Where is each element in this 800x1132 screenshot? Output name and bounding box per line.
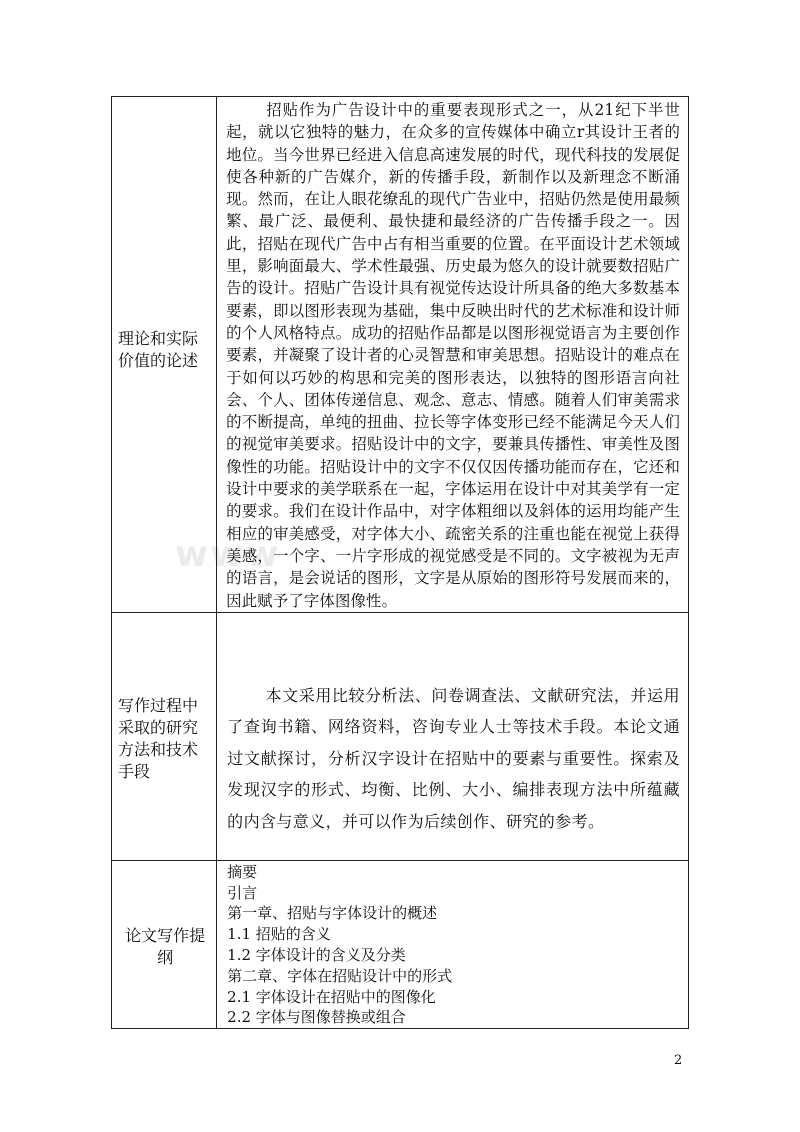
row-content-cell [217, 860, 689, 1028]
outline-item: 2.2 字体与图像替换或组合 [227, 1008, 406, 1027]
table-row-theory [112, 97, 689, 613]
table-row-methods [112, 612, 689, 860]
row-label-theory: 理论和实际价值的论述 [118, 329, 199, 370]
row-label-outline: 论文写作提纲 [125, 925, 206, 967]
row-content-cell [217, 612, 689, 860]
outline-item: 摘要 [227, 862, 258, 881]
outline-item: 1.1 招贴的含义 [227, 925, 331, 944]
row-label-cell [112, 612, 217, 860]
outline-item: 2.1 字体设计在招贴中的图像化 [227, 987, 436, 1006]
proposal-table [111, 96, 689, 1029]
outline-item: 第二章、字体在招贴设计中的形式 [227, 966, 453, 985]
page-number: 2 [674, 1053, 683, 1068]
outline-item: 1.2 字体设计的含义及分类 [227, 946, 406, 965]
outline-item: 引言 [227, 883, 258, 902]
row-label-cell [112, 97, 217, 613]
outline-item: 第一章、招贴与字体设计的概述 [227, 904, 438, 923]
outline-list [217, 861, 688, 1028]
table-row-outline [112, 860, 689, 1028]
row-label-cell [112, 860, 217, 1028]
row-label-methods: 写作过程中采取的研究方法和技术手段 [118, 695, 199, 781]
watermark: www [175, 534, 281, 575]
row-content-cell [217, 97, 689, 613]
theory-paragraph: 招贴作为广告设计中的重要表现形式之一，从21纪下半世起，就以它独特的魅力，在众多的宣传媒体中确立r其设计王者的地位。当今世界已经进入信息高速发展的时代，现代科技的发展促使各种新的广告媒介，新的传播手段，新制作以及新理念不断涌现。然而，在让人眼花缭乱的现代广告业中，招贴仍然是使用最频繁、最广泛、最便利、最快捷和最经济的广告传播手段之一。因此，招贴在现代广告中占有相当重要的位置。在平面设计艺术领域里，影响面最大、学术性最强、历史最为悠久的设计就要数招贴广告的设计。招贴广告设计具有视觉传达设计所具备的绝大多数基本要素，即以图形表现为基础，集中反映出时代的艺术标准和设计师的个人风格特点。成功的招贴作品都是以图形视觉语言为主要创作要素，并凝聚了设计者的心灵智慧和审美思想。招贴设计的难点在于如何以巧妙的构思和完美的图形表达，以独特的图形语言向社会、个人、团体传递信息、观念、意志、情感。随着人们审美需求的不断提高，单纯的扭曲、拉长等字体变形已经不能满足今天人们的视觉审美要求。招贴设计中的文字，要兼具传播性、审美性及图像性的功能。招贴设计中的文字不仅仅因传播功能而存在，它还和设计中要求的美学联系在一起，字体运用在设计中对其美学有一定的要求。我们在设计作品中，对字体粗细以及斜体的运用均能产生相应的审美感受，对字体大小、疏密关系的注重也能在视觉上获得美感，一个字、一片字形成的视觉感受是不同的。文字被视为无声的语言，是会说话的图形，文字是从原始的图形符号发展而来的，因此赋予了字体图像性。 [226, 101, 680, 610]
methods-paragraph: 本文采用比较分析法、问卷调查法、文献研究法，并运用了查询书籍、网络资料，咨询专业人士等技术手段。本论文通过文献探讨，分析汉字设计在招贴中的要素与重要性。探索及发现汉字的形式、均衡、比例、大小、编排表现方法中所蕴藏的内含与意义，并可以作为后续创作、研究的参考。 [227, 685, 680, 831]
